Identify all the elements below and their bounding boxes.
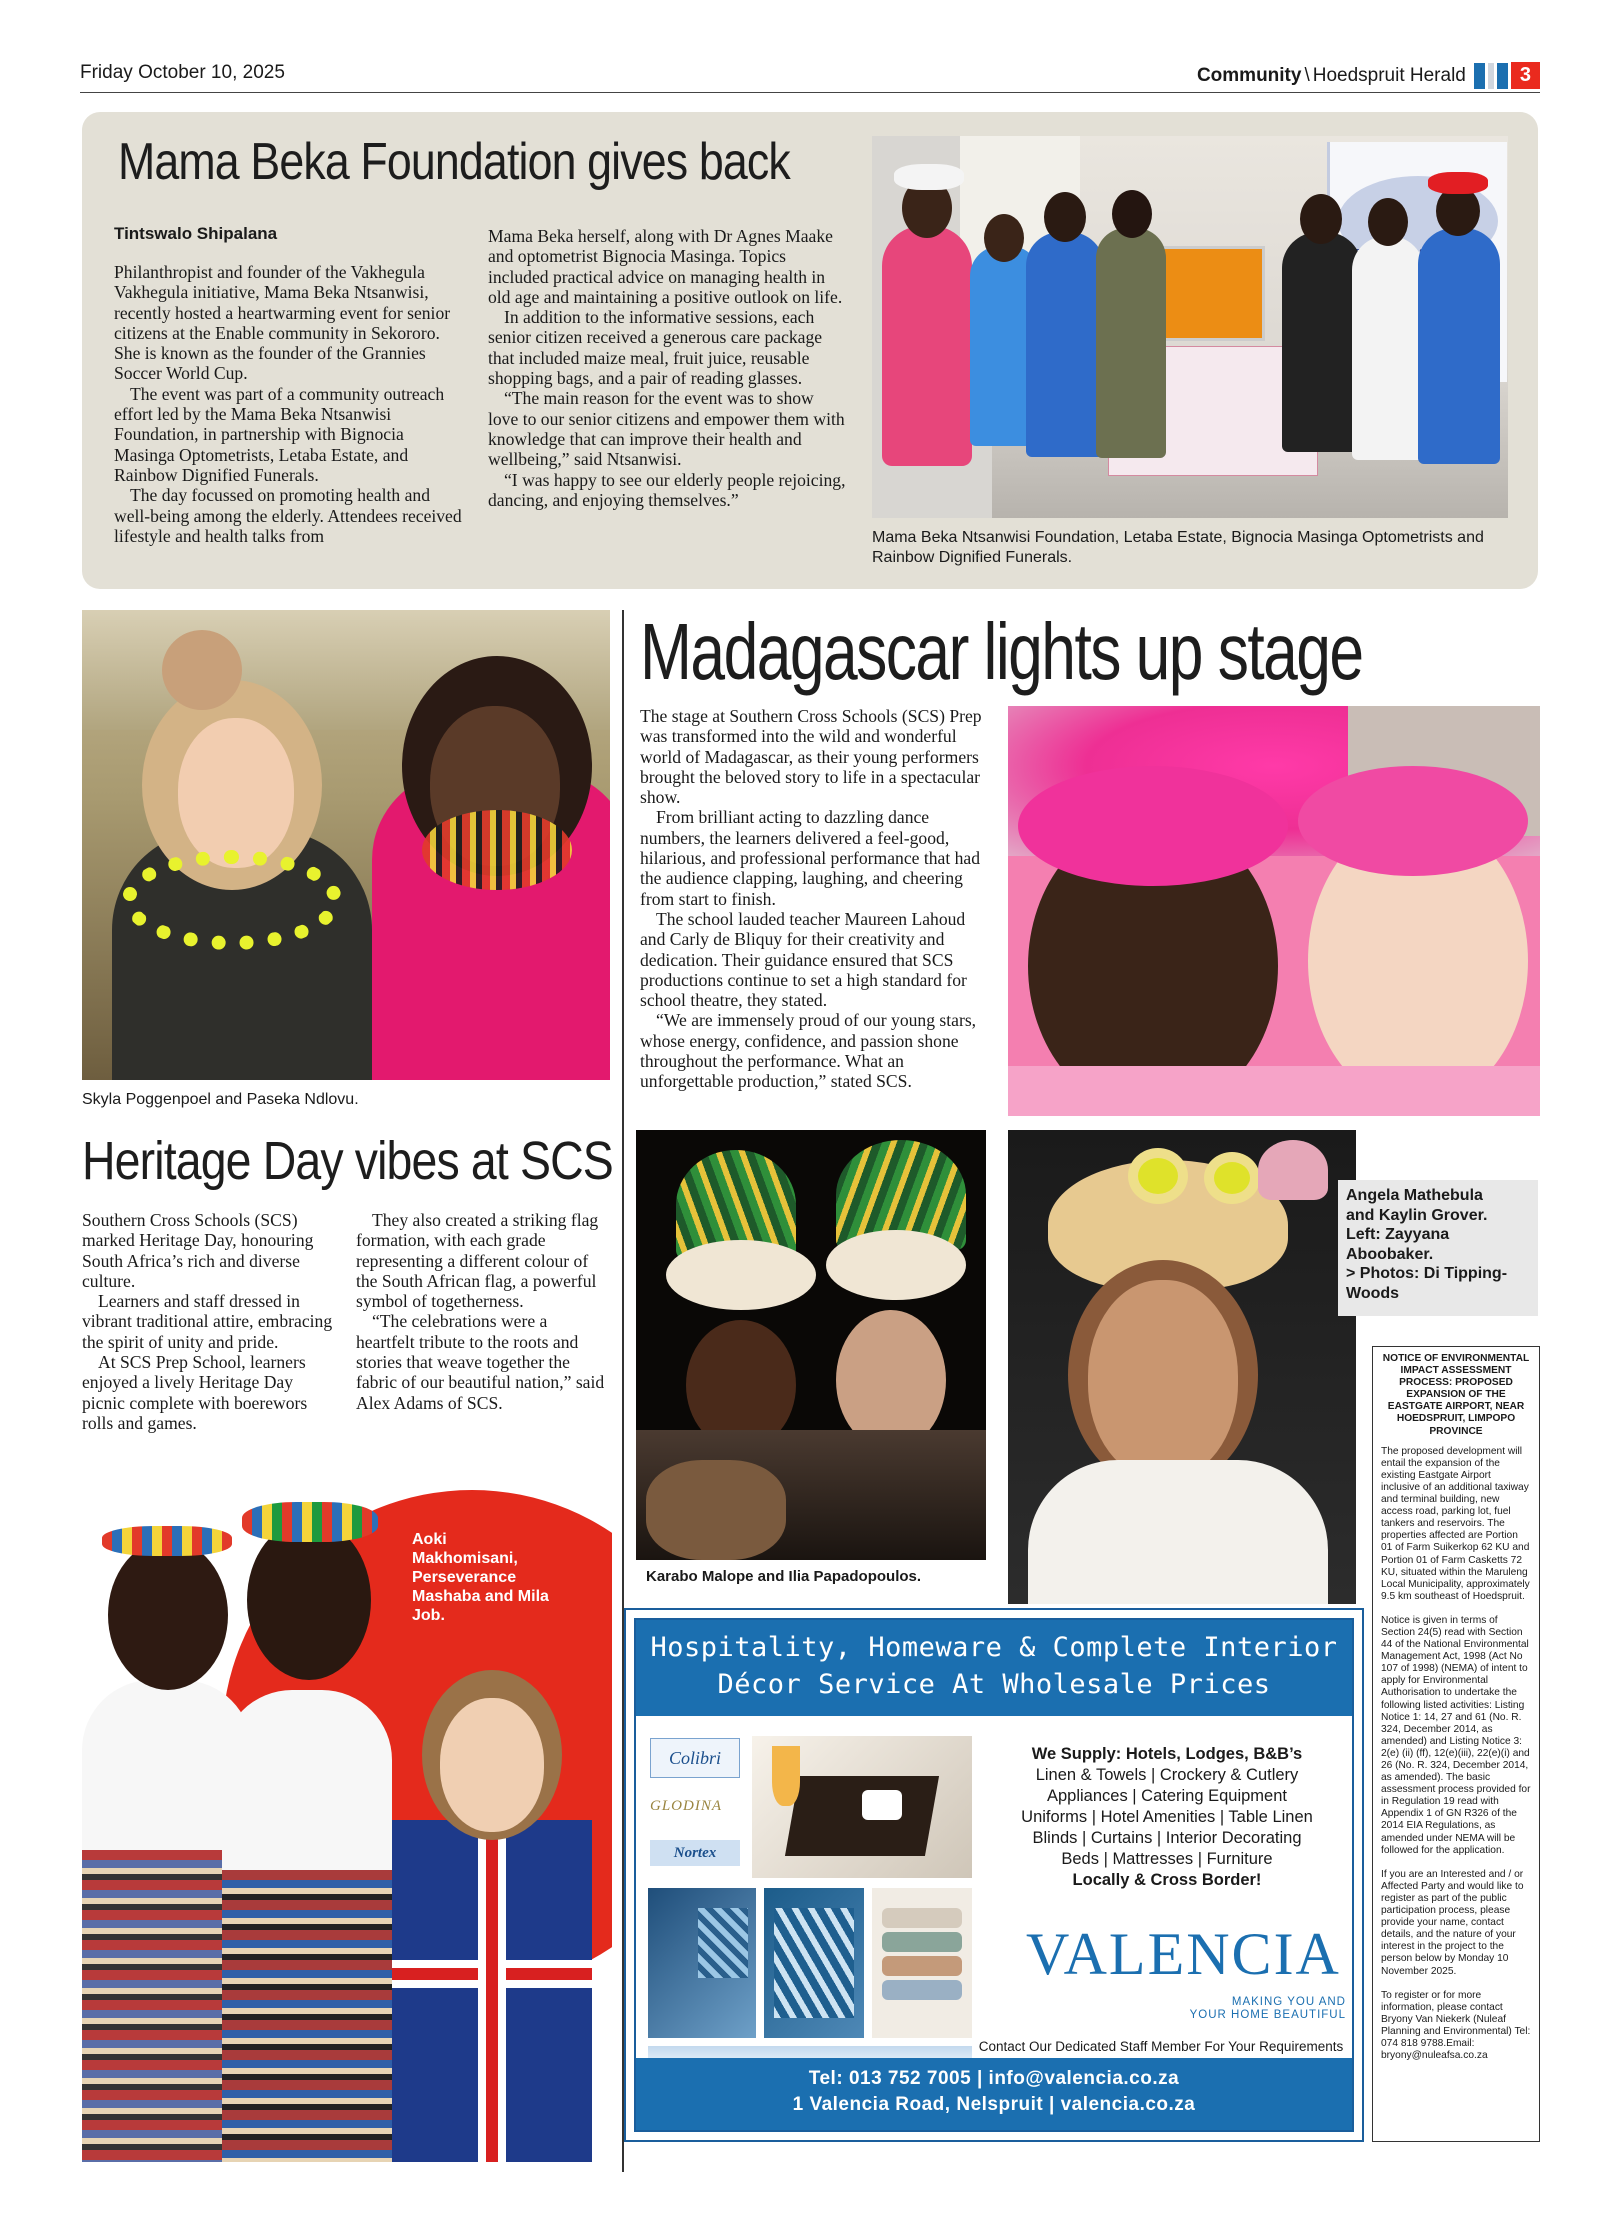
paragraph: At SCS Prep School, learners enjoyed a lively Heritage Day picnic complete with boerewors rolls and games.: [82, 1352, 308, 1433]
eia-notice: [1372, 1346, 1540, 2142]
side-caption: [1346, 1186, 1536, 1303]
side-caption-line: and Kaylin Grover.: [1346, 1206, 1488, 1224]
ad-title-band: [636, 1620, 1352, 1716]
paragraph: They also created a striking flag formation, with each grade representing a different colour of the South African flag, a powerful symbol of togetherness.: [356, 1210, 599, 1312]
ad-footer-line-1[interactable]: Tel: 013 752 7005 | info@valencia.co.za: [808, 2068, 1180, 2089]
notice-title: NOTICE OF ENVIRONMENTAL IMPACT ASSESSMENT PROCESS: PROPOSED EXPANSION OF THE EASTGATE AIRPORT, NEAR HOEDSPRUIT, LIMPOPO PROVINCE: [1382, 1353, 1530, 1437]
tagline-line: YOUR HOME BEAUTIFUL: [1189, 2009, 1346, 2021]
paragraph: From brilliant acting to dazzling dance numbers, the learners delivered a feel-good, hilarious, and professional performance that had the audience clapping, laughing, and cheering from start to finish.: [640, 807, 981, 909]
ad-supply-footer: Locally & Cross Border!: [1072, 1871, 1262, 1889]
story1-group-photo: [872, 136, 1508, 518]
ad-supply-line: Linen & Towels | Crockery & Cutlery: [1035, 1766, 1299, 1784]
paragraph: Southern Cross Schools (SCS) marked Heritage Day, honouring South Africa’s rich and diverse culture.: [82, 1210, 314, 1291]
ad-contact-line: Contact Our Dedicated Staff Member For Your Requirements: [978, 2039, 1344, 2054]
valencia-logo: VALENCIA: [1026, 1921, 1341, 1987]
ad-supply-line: Appliances | Catering Equipment: [1046, 1787, 1287, 1805]
paragraph: In addition to the informative sessions, each senior citizen received a generous care package that included maize meal, fruit juice, reusable shopping bags, and a pair of reading glasses.: [488, 307, 823, 389]
paragraph: The school lauded teacher Maureen Lahoud and Carly de Bliquy for their creativity and dedication. Their guidance ensured that SCS productions continue to set a high standard for school theatre, they stated.: [640, 908, 967, 1011]
ad-supply-line: Uniforms | Hotel Amenities | Table Linen: [1021, 1808, 1313, 1826]
side-caption-line: Woods: [1346, 1284, 1400, 1302]
paragraph: Learners and staff dressed in vibrant traditional attire, embracing the spirit of unity and pride.: [82, 1291, 333, 1352]
paragraph: The event was part of a community outreach effort led by the Mama Beka Ntsanwisi Foundation, in partnership with Bignocia Masinga Optometrists, Letaba Estate, and Rainbow Dignified Funerals.: [114, 383, 445, 485]
story3-body: [640, 706, 986, 1092]
header-rule: [80, 92, 1540, 93]
nortex-logo: Nortex: [650, 1840, 740, 1866]
story1-column-2: [488, 226, 846, 510]
header-separator: \: [1304, 64, 1310, 86]
story2-column-1: [82, 1210, 338, 1433]
ad-image-towels: [872, 1888, 972, 2038]
valencia-advertisement[interactable]: [624, 1608, 1364, 2142]
story2-headline: Heritage Day vibes at SCS: [82, 1131, 613, 1191]
side-caption-line: Angela Mathebula: [1346, 1187, 1483, 1204]
madagascar-stage-photo: [636, 1130, 986, 1560]
notice-paragraph: The proposed development will entail the expansion of the existing Eastgate Airport inclusive of an additional taxiway and terminal building, new access road, parking lot, fuel tankers and reservoirs. The properties affected are Portion 01 of Farm Suikerkop 62 KU and Portion 01 of Farm Casketts 72 KU, situated within the Maruleng Local Municipality, approximately 9.5 km southeast of Hoedspruit.: [1381, 1445, 1530, 1602]
notice-paragraph: To register or for more information, please contact Bryony Van Niekerk (Nuleaf Planning and Environmental) Tel: 074 818 9788.Email: bryony@nuleafsa.co.za: [1381, 1989, 1531, 2062]
paragraph: She is known as the founder of the Grannies Soccer World Cup.: [114, 343, 426, 384]
side-caption-line: Left: Zayyana: [1346, 1226, 1450, 1243]
page-header-right: [1197, 62, 1540, 89]
paragraph: “The celebrations were a heartfelt tribute to the roots and stories that weave together the fabric of our beautiful nation,” said Alex Adams of SCS.: [356, 1311, 605, 1413]
newspaper-name: Hoedspruit Herald: [1312, 64, 1466, 86]
story2-column-2: [356, 1210, 608, 1413]
page-number: 3: [1511, 62, 1540, 89]
valencia-tagline: [1166, 1996, 1346, 2022]
glodina-logo: GLODINA: [650, 1798, 723, 1814]
side-caption-line: Aboobaker.: [1346, 1245, 1434, 1263]
paragraph: “We are immensely proud of our young stars, whose energy, confidence, and passion shone throughout the performance. What an unforgettable production,” stated SCS.: [640, 1010, 977, 1092]
madagascar-photo-zayyana: [1008, 1130, 1356, 1604]
madagascar-photo-angela-kaylin: [1008, 706, 1540, 1116]
paragraph: Mama Beka herself, along with Dr Agnes Maake and optometrist Bignocia Masinga. Topics included practical advice on managing health in old age and maintaining a positive outlook on life.: [488, 226, 843, 307]
ad-supply-heading: We Supply: Hotels, Lodges, B&B’s: [1031, 1745, 1303, 1763]
ad-title-line-2: Décor Service At Wholesale Prices: [717, 1669, 1271, 1700]
ad-image-curtain-detail: [764, 1888, 864, 2038]
heritage-photo-skyla-paseka: [82, 610, 610, 1080]
stage-photo-caption: Karabo Malope and Ilia Papadopoulos.: [646, 1568, 922, 1585]
paragraph: The day focussed on promoting health and well-being among the elderly. Attendees received lifestyle and health talks from: [114, 485, 462, 546]
paragraph: “I was happy to see our elderly people rejoicing, dancing, and enjoying themselves.”: [488, 469, 846, 510]
notice-paragraph: If you are an Interested and / or Affected Party and would like to register as part of the public participation process, please provide your name, contact details, and the nature of your interest in the project to the person below by Monday 10 November 2025.: [1381, 1868, 1524, 1977]
story3-headline: Madagascar lights up stage: [640, 607, 1363, 696]
section-name: Community: [1196, 64, 1302, 86]
heritage-group-caption: Aoki Makhomisani, Perseverance Mashaba and Mila Job.: [412, 1531, 549, 1624]
ad-supply-block: [982, 1744, 1352, 1891]
paragraph: Philanthropist and founder of the Vakhegula Vakhegula initiative, Mama Beka Ntsanwisi, recently hosted a heartwarming event for senior citizens at the Enable community in Sekororo.: [114, 262, 451, 343]
story1-byline: Tintswalo Shipalana: [114, 224, 278, 243]
ad-footer-line-2[interactable]: 1 Valencia Road, Nelspruit | valencia.co.za: [792, 2094, 1196, 2115]
paragraph: The stage at Southern Cross Schools (SCS) Prep was transformed into the wild and wonderful world of Madagascar, as their young performers brought the beloved story to life in a spectacular show.: [640, 706, 982, 808]
notice-paragraph: Notice is given in terms of Section 24(5) read with Section 44 of the National Environmental Management Act, 1998 (Act No 107 of 1998) (NEMA) of intent to apply for Environmental Authorisation to undertake the following listed activities: Listing Notice 1: 14, 27 and 61 (No. R. 324, December 2014, as amended) and Listing Notice 3: 2(e) (ii) (ff), 12(e)(iii), 22(e)(i) and 26 (No. R. 324, December 2014, as amended). The basic assessment process provided for in Regulation 19 read with Appendix 1 of GN R326 of the 2014 EIA Regulations, as amended under NEMA will be followed for the application.: [1381, 1614, 1531, 1856]
ad-image-curtains: [648, 1888, 756, 2038]
ad-title-line-1: Hospitality, Homeware & Complete Interior: [650, 1632, 1338, 1663]
issue-date: Friday October 10, 2025: [80, 62, 285, 83]
ad-footer-band: [636, 2058, 1352, 2130]
side-caption-line: > Photos: Di Tipping-: [1346, 1265, 1508, 1282]
ad-supply-line: Blinds | Curtains | Interior Decorating: [1032, 1829, 1302, 1847]
story1-photo-caption: Mama Beka Ntsanwisi Foundation, Letaba Estate, Bignocia Masinga Optometrists and Rainbow Dignified Funerals.: [872, 529, 1484, 566]
colibri-logo: Colibri: [650, 1738, 740, 1778]
heritage-photo-caption: Skyla Poggenpoel and Paseka Ndlovu.: [82, 1091, 359, 1108]
ad-image-tray: [752, 1736, 972, 1878]
paragraph: “The main reason for the event was to show love to our senior citizens and empower them with knowledge that can improve their health and wellbeing,” said Ntsanwisi.: [488, 388, 845, 470]
tagline-line: MAKING YOU AND: [1231, 1996, 1346, 2008]
color-blocks: [1474, 63, 1508, 89]
story1-column-1: [114, 262, 462, 546]
story1-headline: Mama Beka Foundation gives back: [118, 133, 790, 191]
ad-supply-line: Beds | Mattresses | Furniture: [1061, 1850, 1273, 1868]
